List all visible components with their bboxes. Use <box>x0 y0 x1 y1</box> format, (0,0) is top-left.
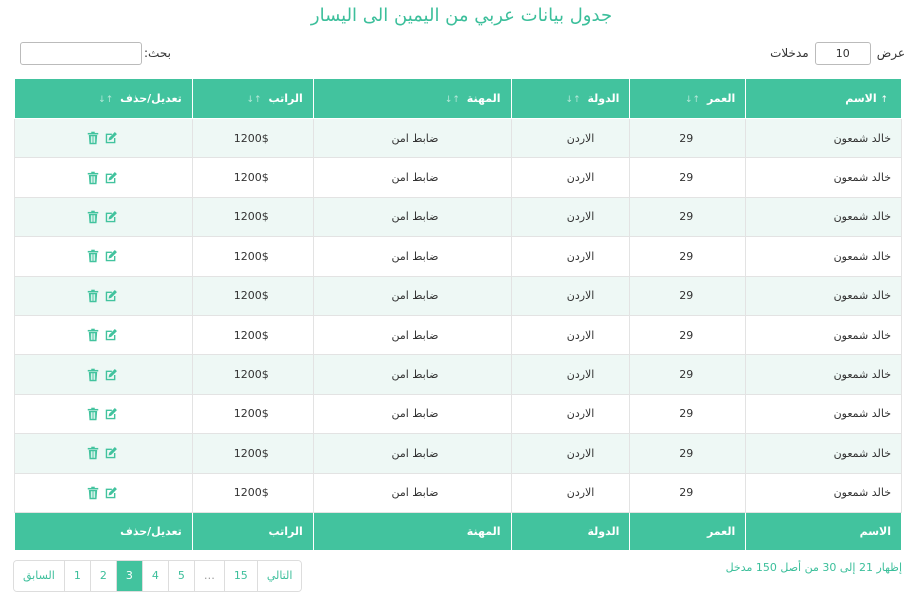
cell-age: 29 <box>630 434 746 473</box>
cell-salary: 1200$ <box>192 355 313 394</box>
cell-salary: 1200$ <box>192 394 313 433</box>
next-page-button[interactable]: التالي <box>257 561 302 591</box>
length-prefix-label: عرض <box>876 46 905 60</box>
table-row <box>15 276 902 315</box>
cell-actions <box>15 119 193 158</box>
cell-salary: 1200$ <box>192 276 313 315</box>
cell-actions <box>15 158 193 197</box>
cell-salary: 1200$ <box>192 434 313 473</box>
cell-age: 29 <box>630 119 746 158</box>
table-row <box>15 315 902 354</box>
entries-per-page-input[interactable] <box>815 42 871 65</box>
trash-icon[interactable] <box>86 289 100 303</box>
cell-name: خالد شمعون <box>746 434 902 473</box>
header-age[interactable] <box>630 79 746 119</box>
edit-icon[interactable] <box>104 446 118 460</box>
cell-salary: 1200$ <box>192 315 313 354</box>
cell-job: ضابط امن <box>313 473 511 512</box>
cell-job: ضابط امن <box>313 276 511 315</box>
cell-country: الاردن <box>511 355 630 394</box>
trash-icon[interactable] <box>86 368 100 382</box>
cell-country: الاردن <box>511 473 630 512</box>
cell-actions <box>15 394 193 433</box>
trash-icon[interactable] <box>86 446 100 460</box>
cell-name: خالد شمعون <box>746 276 902 315</box>
edit-icon[interactable] <box>104 289 118 303</box>
data-table <box>14 78 902 551</box>
search-input[interactable] <box>20 42 142 65</box>
cell-country: الاردن <box>511 434 630 473</box>
cell-job: ضابط امن <box>313 119 511 158</box>
cell-salary: 1200$ <box>192 473 313 512</box>
search-control <box>20 41 171 65</box>
page-button[interactable]: 2 <box>90 561 116 591</box>
table-row <box>15 237 902 276</box>
header-job-label: المهنة <box>466 92 501 105</box>
table-row <box>15 119 902 158</box>
footer-row <box>15 512 902 550</box>
trash-icon[interactable] <box>86 171 100 185</box>
header-name[interactable] <box>746 79 902 119</box>
cell-age: 29 <box>630 394 746 433</box>
trash-icon[interactable] <box>86 131 100 145</box>
page-button[interactable]: 4 <box>142 561 168 591</box>
cell-salary: 1200$ <box>192 158 313 197</box>
footer-salary: الراتب <box>192 512 313 550</box>
cell-age: 29 <box>630 355 746 394</box>
page-title: جدول بيانات عربي من اليمين الى اليسار <box>310 5 613 26</box>
edit-icon[interactable] <box>104 249 118 263</box>
cell-country: الاردن <box>511 237 630 276</box>
cell-job: ضابط امن <box>313 197 511 236</box>
cell-name: خالد شمعون <box>746 315 902 354</box>
pagination <box>13 560 302 592</box>
sort-both-icon: ↑↓ <box>444 95 460 105</box>
cell-name: خالد شمعون <box>746 394 902 433</box>
footer-job: المهنة <box>313 512 511 550</box>
cell-name: خالد شمعون <box>746 158 902 197</box>
footer-name: الاسم <box>746 512 902 550</box>
table-row <box>15 394 902 433</box>
page-button[interactable]: 3 <box>116 561 142 591</box>
header-age-label: العمر <box>706 92 736 105</box>
search-label: بحث: <box>144 46 171 60</box>
cell-country: الاردن <box>511 315 630 354</box>
trash-icon[interactable] <box>86 249 100 263</box>
header-name-label: الاسم <box>845 92 877 105</box>
cell-actions <box>15 237 193 276</box>
cell-age: 29 <box>630 473 746 512</box>
trash-icon[interactable] <box>86 210 100 224</box>
sort-both-icon: ↑↓ <box>565 95 581 105</box>
cell-actions <box>15 434 193 473</box>
trash-icon[interactable] <box>86 328 100 342</box>
sort-both-icon: ↑↓ <box>685 95 701 105</box>
cell-country: الاردن <box>511 119 630 158</box>
cell-job: ضابط امن <box>313 434 511 473</box>
header-country-label: الدولة <box>587 92 620 105</box>
cell-job: ضابط امن <box>313 237 511 276</box>
cell-age: 29 <box>630 276 746 315</box>
header-actions[interactable] <box>15 79 193 119</box>
header-actions-label: تعديل/حذف <box>120 92 182 105</box>
page-ellipsis: … <box>194 561 224 591</box>
cell-actions <box>15 197 193 236</box>
edit-icon[interactable] <box>104 368 118 382</box>
table-row <box>15 158 902 197</box>
table-row <box>15 355 902 394</box>
cell-actions <box>15 315 193 354</box>
edit-icon[interactable] <box>104 328 118 342</box>
page-button[interactable]: 15 <box>224 561 257 591</box>
table-row <box>15 473 902 512</box>
cell-age: 29 <box>630 237 746 276</box>
cell-country: الاردن <box>511 158 630 197</box>
page-button[interactable]: 5 <box>168 561 194 591</box>
cell-job: ضابط امن <box>313 158 511 197</box>
sort-both-icon: ↑↓ <box>98 95 114 105</box>
edit-icon[interactable] <box>104 210 118 224</box>
cell-name: خالد شمعون <box>746 473 902 512</box>
sort-asc-icon: ↑ <box>880 95 888 105</box>
trash-icon[interactable] <box>86 486 100 500</box>
table-row <box>15 434 902 473</box>
header-country[interactable] <box>511 79 630 119</box>
cell-job: ضابط امن <box>313 315 511 354</box>
edit-icon[interactable] <box>104 131 118 145</box>
trash-icon[interactable] <box>86 407 100 421</box>
cell-name: خالد شمعون <box>746 237 902 276</box>
cell-country: الاردن <box>511 197 630 236</box>
header-row <box>15 79 902 119</box>
cell-name: خالد شمعون <box>746 119 902 158</box>
previous-page-button[interactable]: السابق <box>14 561 64 591</box>
edit-icon[interactable] <box>104 171 118 185</box>
cell-actions <box>15 473 193 512</box>
edit-icon[interactable] <box>104 486 118 500</box>
table-info: إظهار 21 إلى 30 من أصل 150 مدخل <box>725 561 902 574</box>
cell-country: الاردن <box>511 394 630 433</box>
cell-name: خالد شمعون <box>746 197 902 236</box>
page-button[interactable]: 1 <box>64 561 90 591</box>
cell-salary: 1200$ <box>192 119 313 158</box>
footer-actions: تعديل/حذف <box>15 512 193 550</box>
footer-country: الدولة <box>511 512 630 550</box>
cell-job: ضابط امن <box>313 394 511 433</box>
cell-country: الاردن <box>511 276 630 315</box>
sort-both-icon: ↑↓ <box>246 95 262 105</box>
header-job[interactable] <box>313 79 511 119</box>
footer-age: العمر <box>630 512 746 550</box>
cell-name: خالد شمعون <box>746 355 902 394</box>
length-suffix-label: مدخلات <box>770 46 809 60</box>
table-row <box>15 197 902 236</box>
cell-age: 29 <box>630 158 746 197</box>
cell-actions <box>15 276 193 315</box>
cell-salary: 1200$ <box>192 237 313 276</box>
header-salary[interactable] <box>192 79 313 119</box>
length-control <box>770 41 905 65</box>
cell-salary: 1200$ <box>192 197 313 236</box>
cell-actions <box>15 355 193 394</box>
cell-job: ضابط امن <box>313 355 511 394</box>
header-salary-label: الراتب <box>268 92 303 105</box>
cell-age: 29 <box>630 315 746 354</box>
cell-age: 29 <box>630 197 746 236</box>
edit-icon[interactable] <box>104 407 118 421</box>
